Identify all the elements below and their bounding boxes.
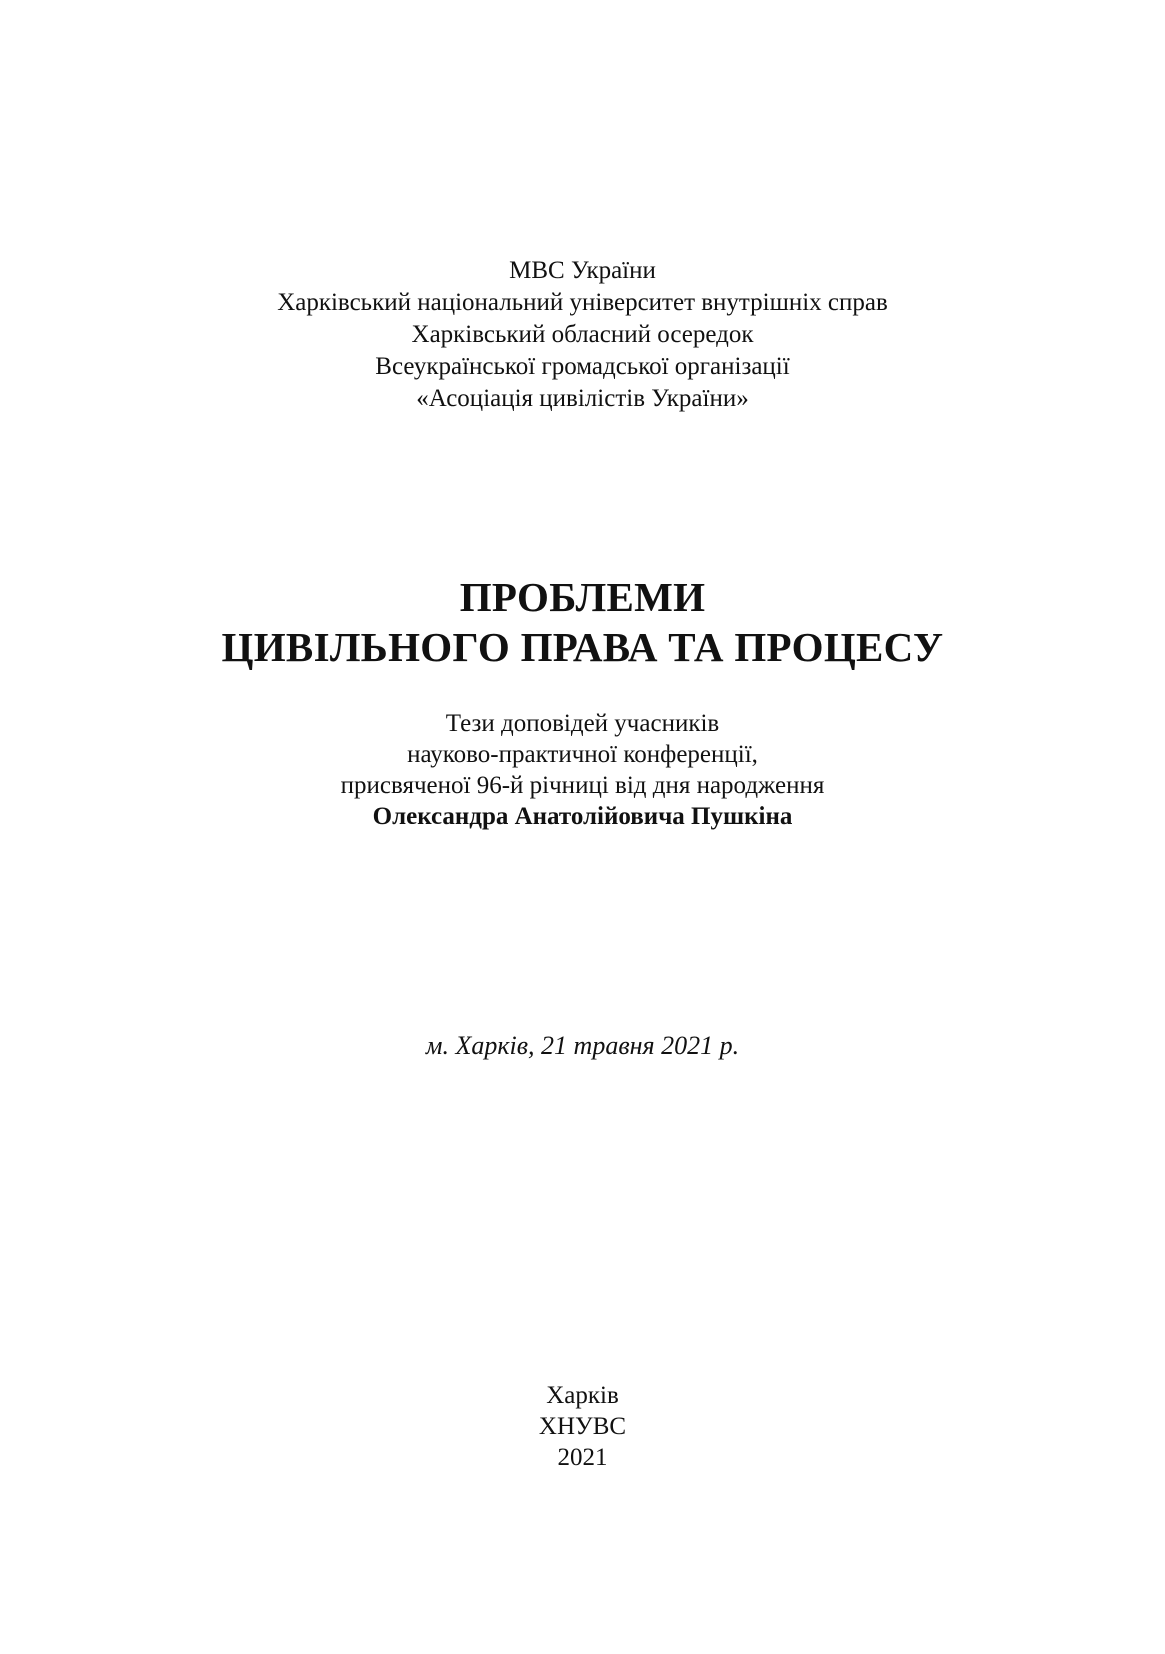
subtitle-line-1: Тези доповідей учасників: [445, 710, 720, 737]
organization-ministry: МВС України: [509, 257, 656, 284]
imprint-publisher: ХНУВС: [538, 1413, 627, 1440]
honoree-name: Олександра Анатолійовича Пушкіна: [372, 803, 793, 830]
organization-association: «Асоціація цивілістів України»: [416, 385, 749, 412]
conference-place-date: [0, 1030, 1165, 1062]
imprint-city: Харків: [546, 1382, 619, 1409]
subtitle-line-3: присвяченої 96-й річниці від дня народження: [340, 772, 825, 799]
organization-university: Харківський національний університет внутрішніх справ: [277, 289, 888, 316]
organization-public-org: Всеукраїнської громадської організації: [375, 353, 790, 380]
subtitle-line-2: науково-практичної конференції,: [407, 741, 758, 768]
document-title: [0, 572, 1165, 672]
imprint-year: 2021: [557, 1444, 608, 1471]
document-subtitle: [0, 708, 1165, 832]
organization-branch: Харківський обласний осередок: [411, 321, 754, 348]
organizations-block: [0, 255, 1165, 415]
title-line-1: ПРОБЛЕМИ: [459, 574, 706, 620]
title-line-2: ЦИВІЛЬНОГО ПРАВА ТА ПРОЦЕСУ: [221, 624, 944, 670]
place-date-text: м. Харків, 21 травня 2021 р.: [425, 1031, 740, 1060]
publication-imprint: [0, 1380, 1165, 1473]
